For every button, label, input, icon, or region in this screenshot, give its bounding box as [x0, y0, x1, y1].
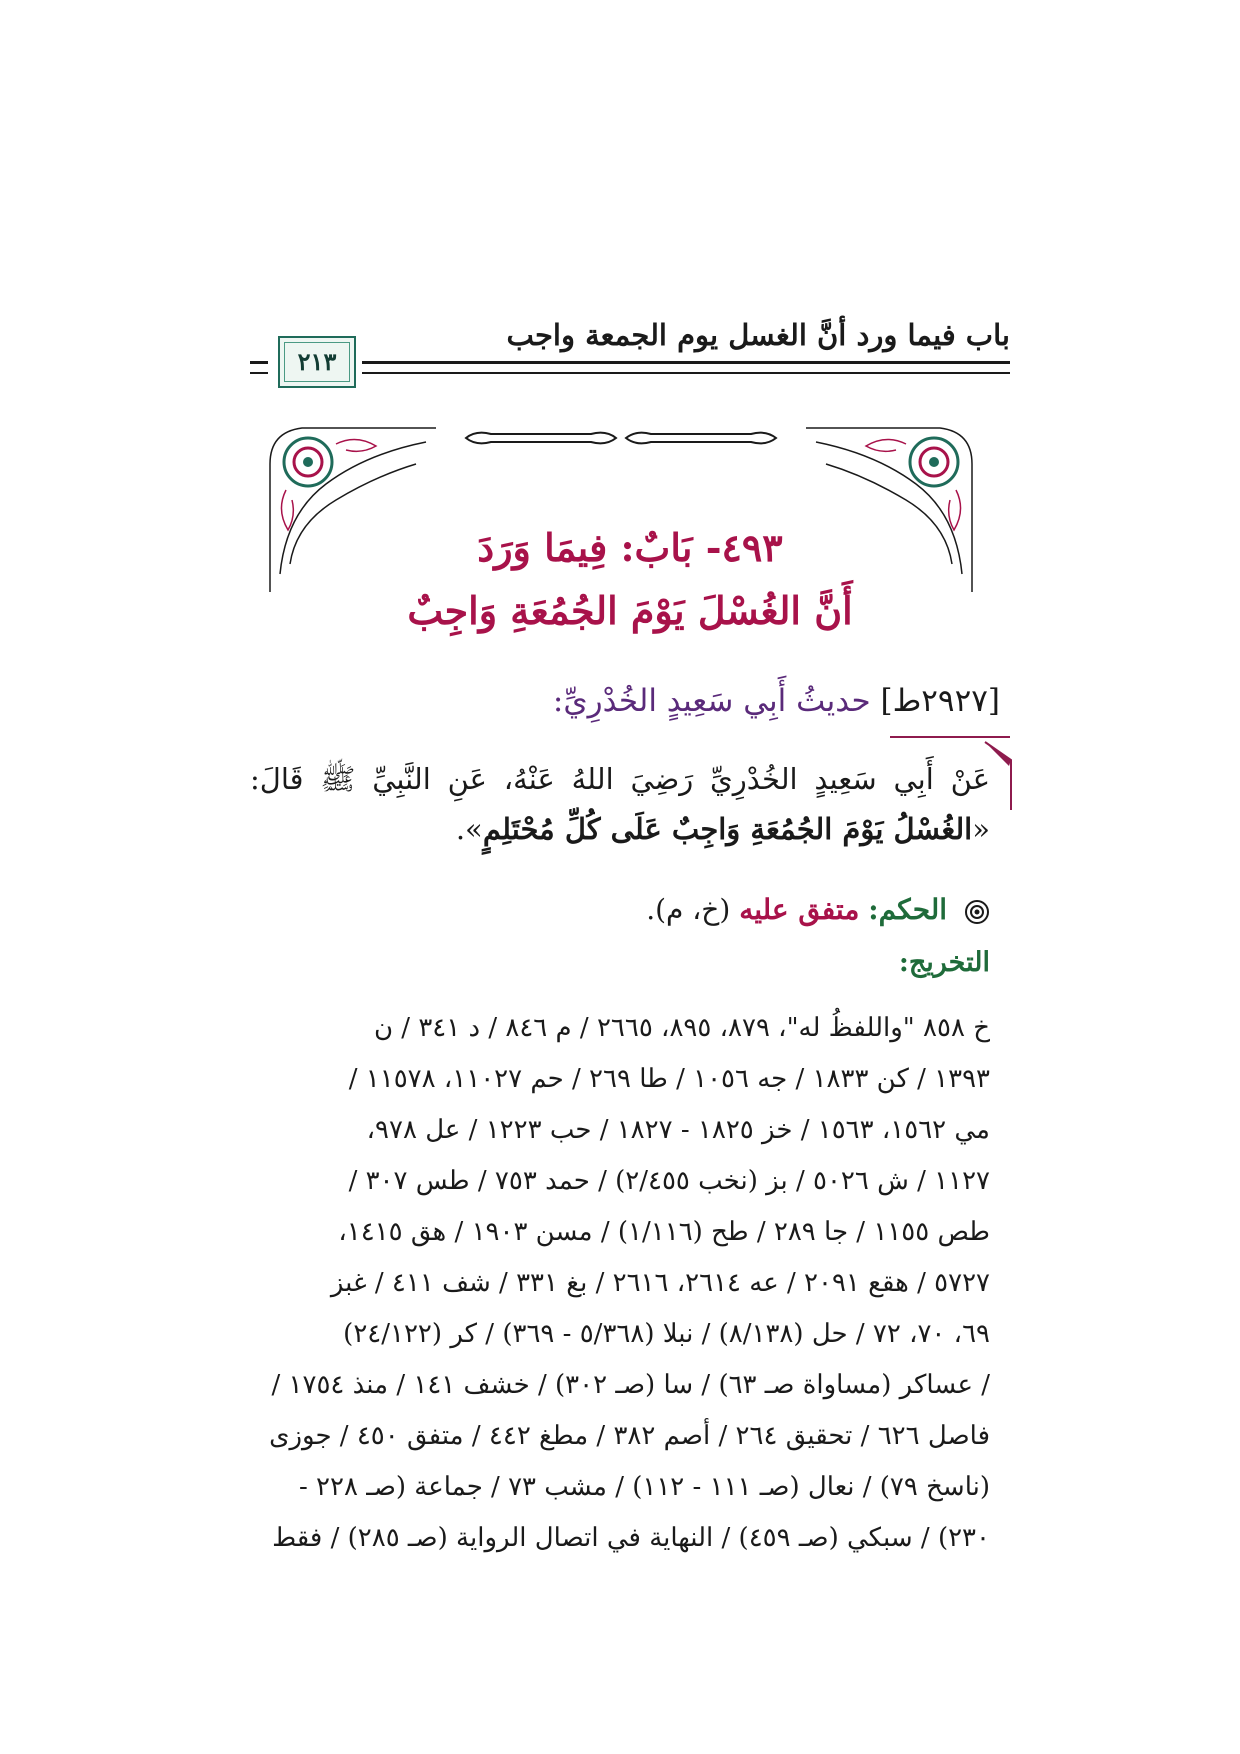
matn-intro: عَنْ أَبِي سَعِيدٍ الخُدْرِيِّ رَضِيَ اللهُ عَنْهُ، عَنِ النَّبِيِّ ﷺ قَالَ: «	[250, 762, 990, 846]
page-number-frame	[278, 336, 356, 388]
takhrij-line: فاصل ٦٢٦ / تحقيق ٢٦٤ / أصم ٣٨٢ / مطغ ٤٤٢ / متفق ٤٥٠ / جوزى	[269, 1421, 990, 1451]
verdict	[646, 893, 990, 926]
takhrij-body	[220, 1003, 990, 1564]
header-rule	[362, 361, 1010, 374]
verdict-label: الحكم:	[868, 893, 948, 926]
top-bars	[466, 433, 776, 444]
takhrij-line: ١١٢٧ / ش ٥٠٢٦ / بز (نخب ٢/٤٥٥) / حمد ٧٥٣ / طس ٣٠٧ /	[348, 1166, 990, 1196]
page-header	[250, 318, 1010, 378]
header-rule-left	[250, 361, 268, 374]
reference-underline	[890, 736, 1010, 738]
takhrij-label: التخريج:	[898, 947, 990, 978]
takhrij-line: ٢٣٠) / سبكي (صـ ٤٥٩) / النهاية في اتصال الرواية (صـ ٢٨٥) / فقط	[272, 1523, 990, 1553]
matn-prophetic-text: الغُسْلُ يَوْمَ الجُمُعَةِ وَاجِبٌ عَلَى كُلِّ مُحْتَلِمٍ	[482, 812, 973, 846]
takhrij-line: / عساكر (مساواة صـ ٦٣) / سا (صـ ٣٠٢) / خشف ١٤١ / منذ ١٧٥٤ /	[271, 1370, 990, 1400]
chapter-ornament	[266, 424, 976, 596]
matn-close: ».	[455, 812, 483, 846]
page-number: ٢١٣	[297, 347, 337, 376]
verdict-sigla: (خ، م).	[646, 893, 731, 926]
chapter-title-line-1: ٤٩٣- بَابٌ: فِيمَا وَرَدَ	[477, 525, 783, 570]
hadith-reference	[553, 683, 1000, 719]
chapter-title-line-2: أَنَّ الغُسْلَ يَوْمَ الجُمُعَةِ وَاجِبٌ	[407, 588, 853, 633]
hadith-narrator: حديثُ أَبِي سَعِيدٍ الخُدْرِيِّ:	[552, 683, 871, 719]
hadith-number: [٢٩٢٧ط]	[880, 683, 1000, 719]
takhrij-line: مي ١٥٦٢، ١٥٦٣ / خز ١٨٢٥ - ١٨٢٧ / حب ١٢٢٣ / عل ٩٧٨،	[366, 1115, 990, 1145]
takhrij-line: ١٣٩٣ / كن ١٨٣٣ / جه ١٠٥٦ / طا ٢٦٩ / حم ١١٠٢٧، ١١٥٧٨ /	[348, 1064, 990, 1094]
takhrij-line: طص ١١٥٥ / جا ٢٨٩ / طح (١/١١٦) / مسن ١٩٠٣ / هق ١٤١٥،	[338, 1217, 990, 1247]
hadith-matn	[250, 754, 990, 854]
takhrij-line: (ناسخ ٧٩) / نعال (صـ ١١١ - ١١٢) / مشب ٧٣ / جماعة (صـ ٢٢٨ -	[298, 1472, 990, 1502]
running-title: باب فيما ورد أنَّ الغسل يوم الجمعة واجب	[506, 318, 1010, 352]
takhrij-line: خ ٨٥٨ "واللفظُ له"، ٨٧٩، ٨٩٥، ٢٦٦٥ / م ٨٤٦ / د ٣٤١ / ن	[373, 1013, 990, 1043]
takhrij-line: ٥٧٢٧ / هقع ٢٠٩١ / عه ٢٦١٤، ٢٦١٦ / بغ ٣٣١ / شف ٤١١ / غبز	[330, 1268, 990, 1298]
verdict-value: متفق عليه	[739, 893, 860, 926]
rosette-icon	[964, 899, 990, 925]
takhrij-line: ٦٩، ٧٠، ٧٢ / حل (٨/١٣٨) / نبلا (٥/٣٦٨ - ٣٦٩) / كر (٢٤/١٢٢)	[343, 1319, 990, 1349]
